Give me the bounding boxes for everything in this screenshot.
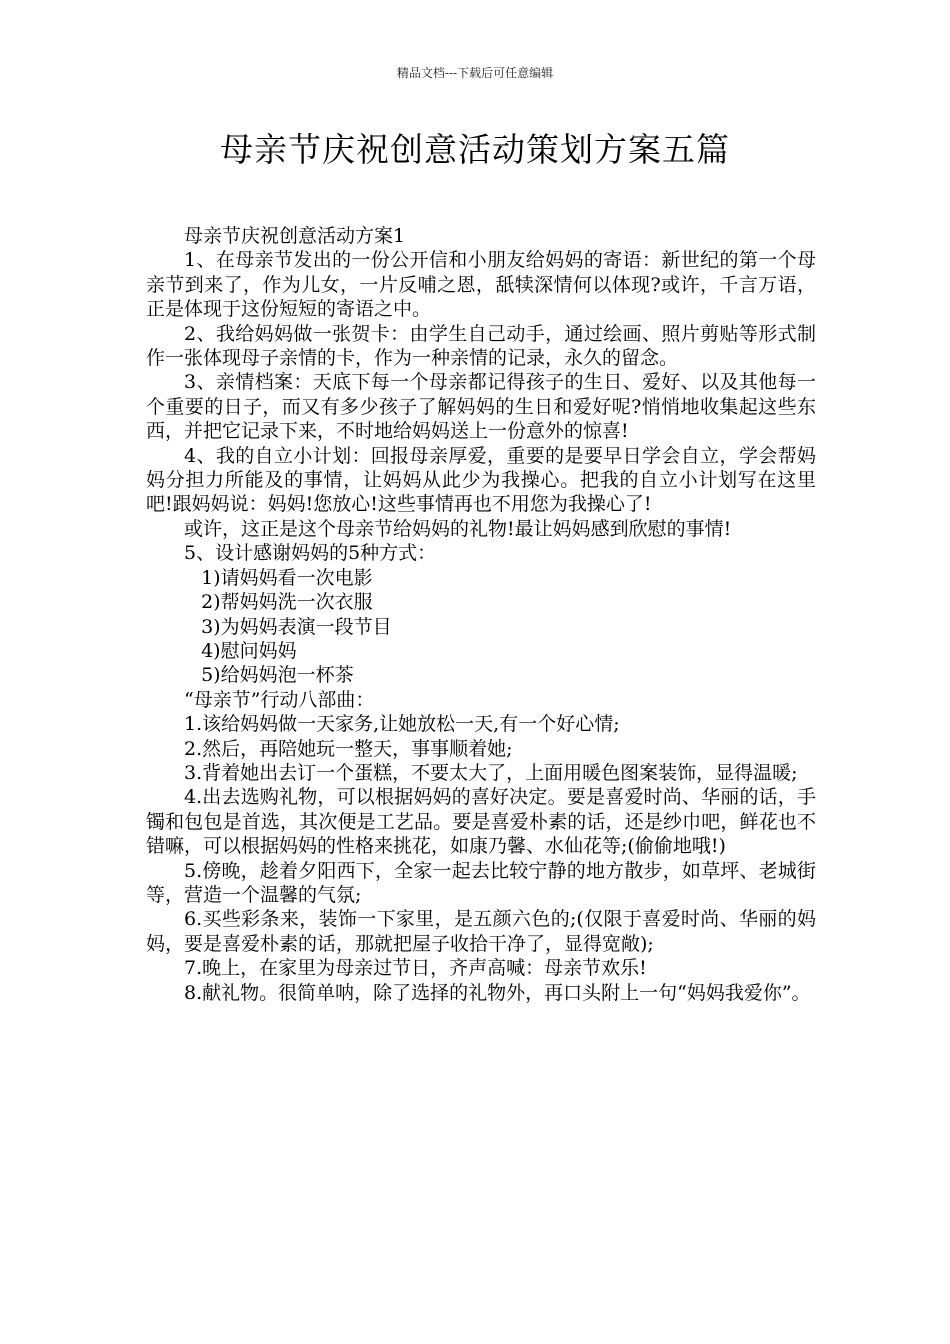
paragraph: “母亲节”行动八部曲：: [184, 688, 375, 711]
paragraph: 7.晚上，在家里为母亲过节日，齐声高喊：母亲节欢乐!: [184, 957, 647, 980]
document-title: 母亲节庆祝创意活动策划方案五篇: [220, 130, 730, 169]
list-item: 1)请妈妈看一次电影: [201, 566, 373, 589]
paragraph: 5.傍晚，趁着夕阳西下，全家一起去比较宁静的地方散步，如草坪、老城街等，营造一个温馨的气氛;: [146, 859, 816, 906]
paragraph: 3、亲情档案：天底下每一个母亲都记得孩子的生日、爱好、以及其他每一个重要的日子，而又有多少孩子了解妈妈的生日和爱好呢?悄悄地收集起这些东西，并把它记录下来，不时地给妈妈送上一份意外的惊喜!: [146, 371, 816, 443]
paragraph: 1、在母亲节发出的一份公开信和小朋友给妈妈的寄语：新世纪的第一个母亲节到来了，作为儿女，一片反哺之恩，舐犊深情何以体现?或许，千言万语，正是体现于这份短短的寄语之中。: [146, 249, 816, 321]
paragraph: 2.然后，再陪她玩一整天，事事顺着她;: [184, 737, 513, 760]
paragraph: 5、设计感谢妈妈的5种方式：: [184, 542, 437, 565]
page-header: 精品文档---下载后可任意编辑: [396, 66, 554, 80]
paragraph: 6.买些彩条来，装饰一下家里，是五颜六色的;(仅限于喜爱时尚、华丽的妈妈，要是喜爱朴素的话，那就把屋子收拾干净了，显得宽敞);: [146, 908, 816, 955]
list-item: 3)为妈妈表演一段节目: [201, 615, 392, 638]
list-item: 4)慰问妈妈: [201, 639, 297, 662]
paragraph: 4、我的自立小计划：回报母亲厚爱，重要的是要早日学会自立，学会帮妈妈分担力所能及的事情，让妈妈从此少为我操心。把我的自立小计划写在这里吧!跟妈妈说：妈妈!您放心!这些事情再也不用您为我操心了!: [146, 444, 816, 516]
list-item: 2)帮妈妈洗一次衣服: [201, 591, 373, 614]
document-body: [146, 224, 816, 1005]
paragraph: 2、我给妈妈做一张贺卡：由学生自己动手，通过绘画、照片剪贴等形式制作一张体现母子亲情的卡，作为一种亲情的记录，永久的留念。: [146, 322, 816, 370]
paragraph: 8.献礼物。很简单呐，除了选择的礼物外，再口头附上一句“妈妈我爱你”。: [184, 981, 811, 1004]
list-item: 5)给妈妈泡一杯茶: [201, 664, 354, 687]
section-heading: 母亲节庆祝创意活动方案1: [184, 225, 406, 247]
paragraph: 4.出去选购礼物，可以根据妈妈的喜好决定。要是喜爱时尚、华丽的话，手镯和包包是首选，其次便是工艺品。要是喜爱朴素的话，还是纱巾吧，鲜花也不错嘛，可以根据妈妈的性格来挑花，如康乃馨、水仙花等;(偷偷地哦!): [146, 786, 816, 858]
paragraph: 1.该给妈妈做一天家务,让她放松一天,有一个好心情;: [184, 713, 620, 736]
paragraph: 或许，这正是这个母亲节给妈妈的礼物!最让妈妈感到欣慰的事情!: [184, 517, 732, 540]
paragraph: 3.背着她出去订一个蛋糕，不要太大了，上面用暖色图案装饰，显得温暖;: [184, 761, 798, 784]
